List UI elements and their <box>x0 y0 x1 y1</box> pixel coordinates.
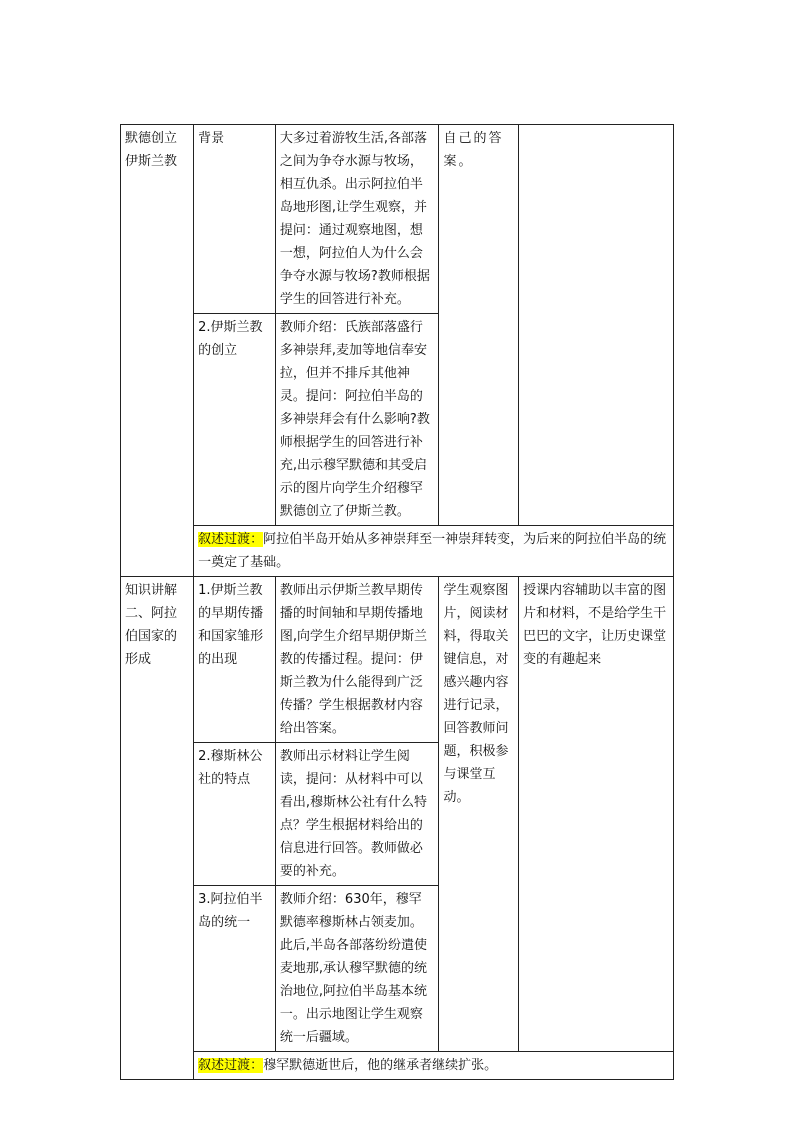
student-activity-cell: 学生观察图片，阅读材料，得取关键信息，对感兴趣内容进行记录，回答教师问题，积极参与课堂互动。 <box>439 577 519 1052</box>
transition-cell <box>194 526 674 577</box>
lesson-plan-table <box>120 124 674 1080</box>
teacher-activity-cell: 教师出示材料让学生阅读，提问：从材料中可以看出,穆斯林公社有什么特点？学生根据材料给出的信息进行回答。教师做必要的补充。 <box>275 743 439 886</box>
teacher-activity-cell: 教师介绍：630年，穆罕默德率穆斯林占领麦加。此后,半岛各部落纷纷遣使麦地那,承认穆罕默德的统治地位,阿拉伯半岛基本统一。出示地图让学生观察统一后疆域。 <box>275 886 439 1052</box>
table-row <box>121 125 674 314</box>
teacher-activity-cell: 大多过着游牧生活,各部落之间为争夺水源与牧场，相互仇杀。出示阿拉伯半岛地形图,让学生观察，并提问：通过观察地图，想一想，阿拉伯人为什么会争夺水源与牧场?教师根据学生的回答进行补充。 <box>275 125 439 314</box>
table-row <box>121 1052 674 1080</box>
transition-text: 阿拉伯半岛开始从多神崇拜至一神崇拜转变，为后来的阿拉伯半岛的统一奠定了基础。 <box>198 532 667 570</box>
design-intent-cell <box>519 125 674 526</box>
topic-label-cell: 1.伊斯兰教的早期传播和国家雏形的出现 <box>194 577 276 743</box>
table-row <box>121 526 674 577</box>
teacher-activity-cell: 教师介绍：氏族部落盛行多神崇拜,麦加等地信奉安拉，但并不排斥其他神灵。提问：阿拉伯半岛的多神崇拜会有什么影响?教师根据学生的回答进行补充,出示穆罕默德和其受启示的图片向学生介绍穆罕默德创立了伊斯兰教。 <box>275 314 439 526</box>
topic-label-cell: 2.伊斯兰教的创立 <box>194 314 276 526</box>
transition-text: 穆罕默德逝世后，他的继承者继续扩张。 <box>263 1058 498 1073</box>
transition-tag: 叙述过渡： <box>198 532 264 547</box>
table-row <box>121 577 674 743</box>
section-title-cell: 默德创立伊斯兰教 <box>121 125 194 577</box>
transition-tag: 叙述过渡： <box>198 1058 264 1073</box>
topic-label-cell: 3.阿拉伯半岛的统一 <box>194 886 276 1052</box>
topic-label-cell: 背景 <box>194 125 276 314</box>
teacher-activity-cell: 教师出示伊斯兰教早期传播的时间轴和早期传播地图,向学生介绍早期伊斯兰教的传播过程。提问：伊斯兰教为什么能得到广泛传播？学生根据教材内容给出答案。 <box>275 577 439 743</box>
section-title-cell: 知识讲解二、阿拉伯国家的形成 <box>121 577 194 1080</box>
transition-cell <box>194 1052 674 1080</box>
design-intent-cell: 授课内容辅助以丰富的图片和材料，不是给学生干巴巴的文字，让历史课堂变的有趣起来 <box>519 577 674 1052</box>
topic-label-cell: 2.穆斯林公社的特点 <box>194 743 276 886</box>
student-activity-cell: 自己的答案。 <box>439 125 519 526</box>
